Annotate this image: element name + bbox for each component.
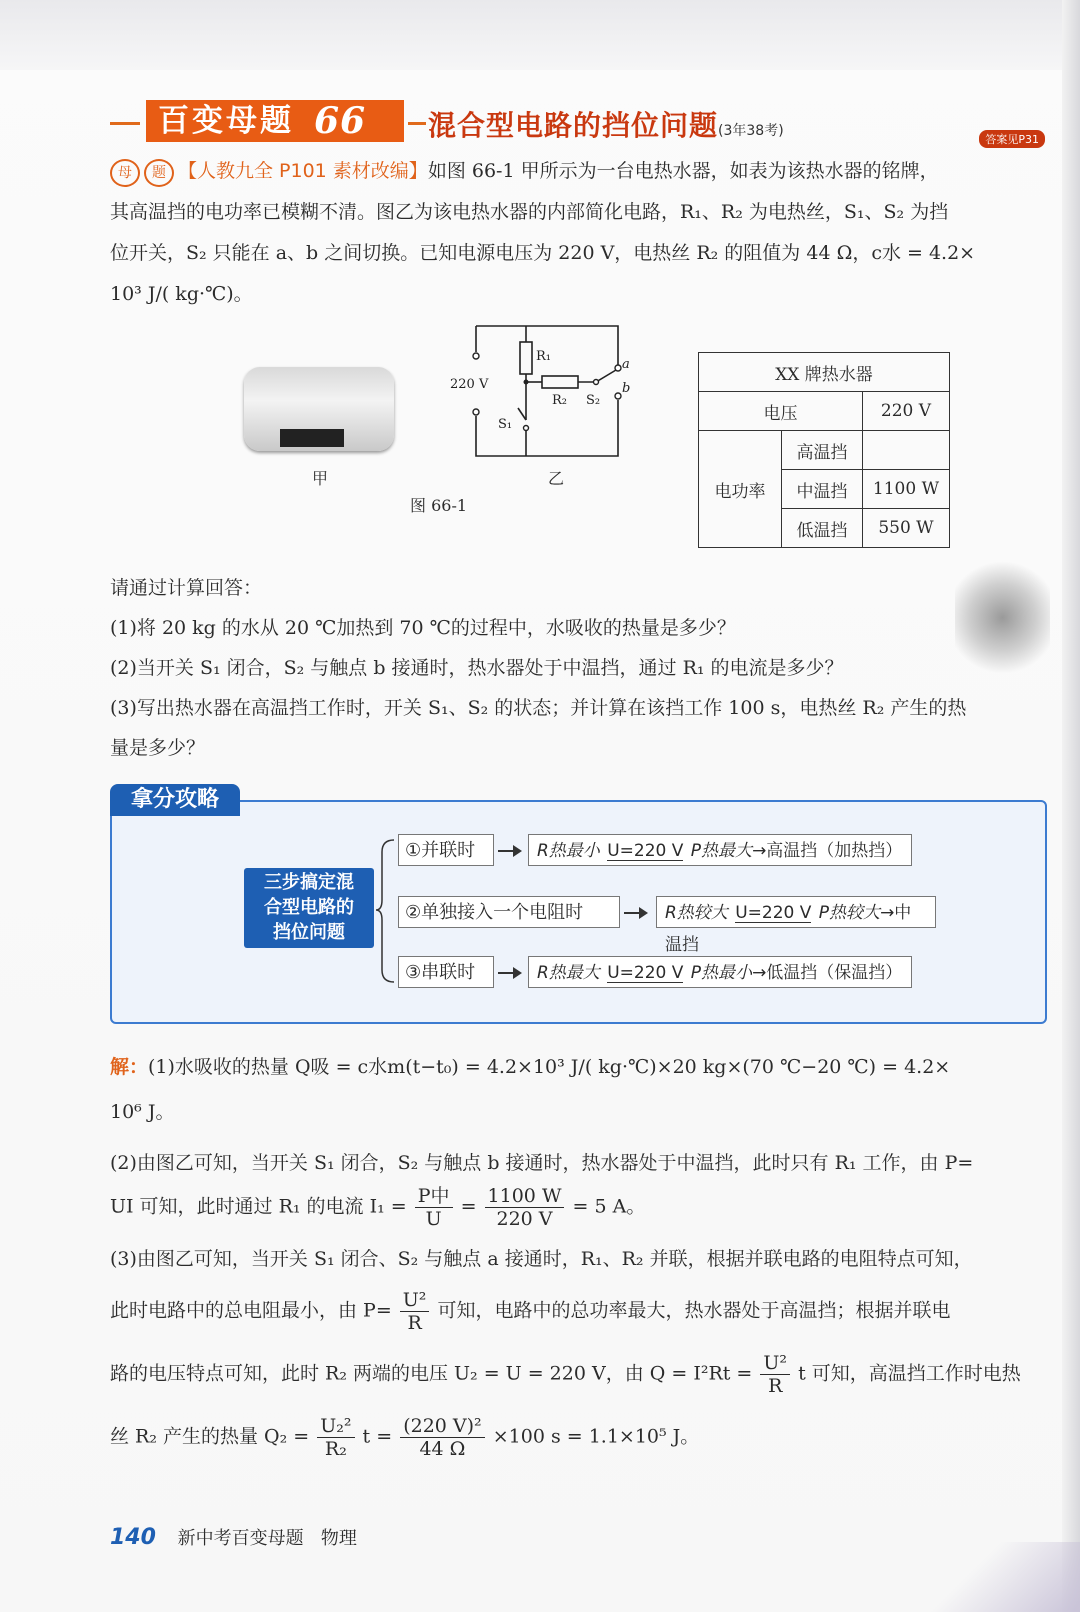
- section-header: [110, 100, 1045, 146]
- spec-power-label: 电功率: [699, 431, 782, 548]
- question-3a: (3)写出热水器在高温挡工作时，开关 S₁、S₂ 的状态；并计算在该挡工作 100 s，电热丝 R₂ 产生的热: [110, 697, 967, 719]
- tips-p-2: P热较大: [818, 903, 881, 923]
- page-number: 140: [110, 1525, 156, 1550]
- problem-line4: 10³ J/( kg·℃)。: [110, 283, 253, 305]
- tips-r-3: R热最大: [537, 963, 600, 983]
- fraction-den: R: [768, 1375, 783, 1397]
- solution-2a: (2)由图乙可知，当开关 S₁ 闭合，S₂ 与触点 b 接通时，热水器处于中温挡，此时只有 R₁ 工作，由 P=: [110, 1152, 974, 1174]
- section-subtitle: (3年38考): [718, 123, 784, 139]
- badge-ti: 题: [144, 159, 174, 187]
- contact-a: [615, 365, 621, 371]
- contact-b: [615, 393, 621, 399]
- fraction-numeric: [400, 1415, 484, 1460]
- solution-3c: [110, 1352, 1050, 1397]
- spec-value-high: [863, 431, 950, 470]
- fraction-values: [485, 1185, 565, 1230]
- banner-text: 百变母题: [158, 103, 294, 139]
- spec-title: XX 牌热水器: [699, 353, 950, 392]
- tips-step-1: ①并联时: [398, 834, 494, 866]
- tips-step-2: ②单独接入一个电阻时: [398, 896, 620, 928]
- solution-3a: (3)由图乙可知，当开关 S₁ 闭合、S₂ 与触点 a 接通时，R₁、R₂ 并联，根据并联电路的电阻特点可知，: [110, 1248, 973, 1270]
- fraction-num: U²: [760, 1352, 790, 1375]
- fraction-den: R: [407, 1312, 422, 1334]
- solution-3c-post: t 可知，高温挡工作时电热: [798, 1362, 1021, 1385]
- fraction-den: 44 Ω: [419, 1438, 466, 1460]
- page-right-edge: [1062, 0, 1080, 1612]
- subject-name: 物理: [320, 1528, 357, 1549]
- solution-block: [110, 1052, 1050, 1460]
- circuit-b: b: [622, 381, 630, 396]
- spec-voltage-label: 电压: [699, 392, 863, 431]
- switch-s2: [596, 370, 616, 382]
- fraction-den: 220 V: [496, 1208, 553, 1230]
- problem-line1: 如图 66-1 甲所示为一台电热水器，如表为该热水器的铭牌，: [427, 160, 939, 182]
- tips-heading-line1: 三步搞定混: [264, 872, 354, 893]
- solution-3b: [110, 1289, 1050, 1334]
- solution-2b-eq: =: [460, 1195, 477, 1218]
- spec-gear-mid: 中温挡: [782, 470, 863, 509]
- water-heater-image: [244, 367, 394, 451]
- spec-value-mid: 1100 W: [863, 470, 950, 509]
- circuit-s2: S₂: [586, 393, 601, 408]
- tips-flow-3: [528, 956, 912, 988]
- solution-3d: [110, 1415, 1050, 1460]
- tips-u-1: U=220 V: [607, 841, 684, 861]
- tips-result-3: →低温挡（保温挡）: [752, 963, 903, 983]
- problem-line3: 位开关，S₂ 只能在 a、b 之间切换。已知电源电压为 220 V，电热丝 R₂ 的阻值为 44 Ω，c水 = 4.2×: [110, 242, 976, 264]
- terminal-bottom: [473, 409, 479, 415]
- solution-3c-pre: 路的电压特点可知，此时 R₂ 两端的电压 U₂ = U = 220 V，由 Q = I²Rt =: [110, 1362, 753, 1385]
- solution-1a: (1)水吸收的热量 Q吸 = c水m(t−t₀) = 4.2×10³ J/( kg·℃)×20 kg×(70 ℃−20 ℃) = 4.2×: [148, 1056, 951, 1078]
- fraction-num: 1100 W: [485, 1185, 565, 1208]
- s1-pivot: [524, 426, 529, 431]
- section-title: [428, 104, 784, 144]
- resistor-r2: [542, 376, 578, 388]
- fraction-u2-over-r-2: [760, 1352, 790, 1397]
- answer-reference-tag: 答案见P31: [979, 130, 1045, 148]
- tips-heading-line3: 挡位问题: [273, 922, 345, 943]
- tips-step-3: ③串联时: [398, 956, 494, 988]
- tips-flow-2: [656, 896, 936, 955]
- terminal-top: [473, 353, 479, 359]
- fraction-num: P中: [415, 1185, 453, 1208]
- questions-block: [110, 568, 1050, 768]
- switch-s1-blade: [518, 408, 526, 420]
- tips-heading-line2: 合型电路的: [264, 897, 354, 918]
- page-corner-shadow: [900, 1542, 1080, 1612]
- circuit-r2: R₂: [552, 393, 567, 408]
- fraction-num: U₂²: [317, 1415, 354, 1438]
- tips-r-2: R热较大: [665, 903, 728, 923]
- header-dash-left: [110, 122, 140, 125]
- figure-caption: 图 66-1: [410, 496, 468, 515]
- s2-pivot: [594, 380, 599, 385]
- tips-p-3: P热最小: [690, 963, 753, 983]
- solution-2b: [110, 1185, 1050, 1230]
- circuit-s1: S₁: [498, 417, 513, 432]
- question-2: (2)当开关 S₁ 闭合，S₂ 与触点 b 接通时，热水器处于中温挡，通过 R₁ 的电流是多少？: [110, 657, 844, 679]
- fraction-num: U²: [400, 1289, 430, 1312]
- tips-r-1: R热最小: [537, 841, 600, 861]
- tips-p-1: P热最大: [690, 841, 753, 861]
- banner-number: 66: [314, 100, 367, 142]
- fraction-den: U: [425, 1208, 442, 1230]
- solution-3b-pre: 此时电路中的总电阻最小，由 P=: [110, 1299, 392, 1322]
- tips-u-2: U=220 V: [735, 903, 812, 923]
- page-footer: [110, 1524, 357, 1550]
- solution-3b-post: 可知，电路中的总功率最大，热水器处于高温挡；根据并联电: [437, 1299, 951, 1322]
- solution-2b-post: = 5 A。: [572, 1195, 646, 1218]
- badge-mu: 母: [110, 159, 140, 187]
- problem-line2: 其高温挡的电功率已模糊不清。图乙为该电热水器的内部简化电路，R₁、R₂ 为电热丝，S₁、S₂ 为挡: [110, 201, 949, 223]
- fraction-u2-over-r2: [317, 1415, 354, 1460]
- tips-result-1: →高温挡（加热挡）: [752, 841, 903, 861]
- fraction-num: (220 V)²: [400, 1415, 484, 1438]
- solution-3d-post: ×100 s = 1.1×10⁵ J。: [492, 1425, 700, 1448]
- tips-tab: 拿分攻略: [110, 784, 240, 816]
- solution-3d-pre: 丝 R₂ 产生的热量 Q₂ =: [110, 1425, 310, 1448]
- tips-brace: [374, 836, 396, 986]
- section-banner: [146, 100, 404, 142]
- solution-3d-mid: t =: [362, 1425, 393, 1448]
- spec-table: [698, 352, 950, 548]
- page-top-shadow: [0, 0, 1080, 70]
- tips-flow-1: [528, 834, 912, 866]
- heater-control-panel: [280, 429, 344, 447]
- circuit-r1: R₁: [536, 349, 551, 364]
- book-title: 新中考百变母题: [177, 1528, 304, 1549]
- fraction-den: R₂: [324, 1438, 347, 1460]
- question-3b: 量是多少？: [110, 737, 206, 759]
- problem-source: 【人教九全 P101 素材改编】: [178, 160, 428, 182]
- problem-statement: [110, 156, 1050, 310]
- circuit-a: a: [622, 357, 630, 372]
- section-title-text: 混合型电路的挡位问题: [428, 109, 719, 142]
- spec-gear-high: 高温挡: [782, 431, 863, 470]
- solution-label: 解：: [110, 1056, 149, 1078]
- spec-value-low: 550 W: [863, 509, 950, 548]
- spec-gear-low: 低温挡: [782, 509, 863, 548]
- question-1: (1)将 20 kg 的水从 20 ℃加热到 70 ℃的过程中，水吸收的热量是多少？: [110, 617, 736, 639]
- tips-heading: [244, 868, 374, 948]
- spec-voltage-value: 220 V: [863, 392, 950, 431]
- figure-label-jia: 甲: [312, 469, 329, 488]
- tips-arrow-1: [498, 850, 520, 852]
- questions-intro: 请通过计算回答：: [110, 577, 263, 599]
- figure-label-yi: 乙: [548, 469, 565, 488]
- solution-2b-pre: UI 可知，此时通过 R₁ 的电流 I₁ =: [110, 1195, 407, 1218]
- tips-arrow-2: [624, 912, 646, 914]
- fraction-u2-over-r: [400, 1289, 430, 1334]
- resistor-r1: [520, 342, 532, 374]
- tips-result-2: →中温挡: [665, 903, 912, 955]
- circuit-diagram: [450, 316, 630, 476]
- header-dash-mid: [408, 122, 426, 125]
- tips-u-3: U=220 V: [607, 963, 684, 983]
- tips-arrow-3: [498, 972, 520, 974]
- fraction-p-over-u: [415, 1185, 453, 1230]
- solution-1b: 10⁶ J。: [110, 1101, 175, 1123]
- circuit-voltage: 220 V: [450, 377, 489, 392]
- junction-dot: [524, 380, 529, 385]
